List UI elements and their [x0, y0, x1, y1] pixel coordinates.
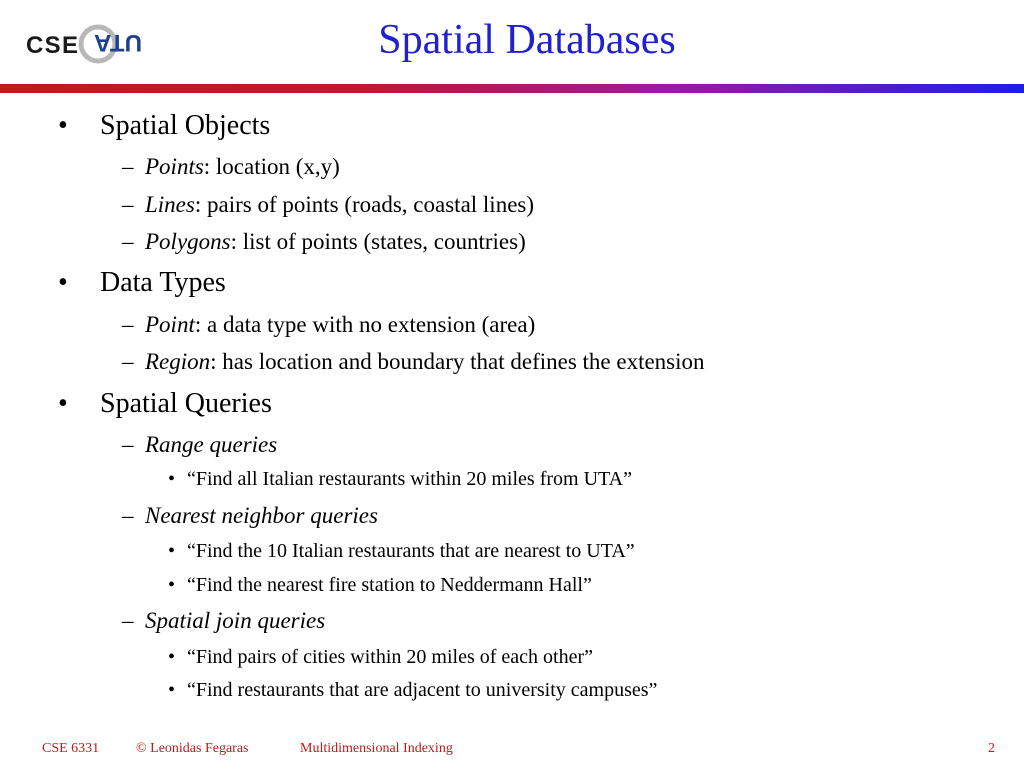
dash-mark: –: [122, 349, 134, 374]
example-text: “Find all Italian restaurants within 20 miles from UTA”: [187, 468, 632, 490]
sub-bullet-text: [145, 349, 705, 375]
dash-mark: –: [122, 432, 134, 457]
sub-bullet-text: [145, 192, 534, 218]
term: Points: [145, 154, 204, 179]
example-text: “Find restaurants that are adjacent to university campuses”: [187, 679, 658, 701]
definition: : location (x,y): [203, 154, 340, 179]
term: Point: [145, 312, 195, 337]
example-text: “Find the 10 Italian restaurants that are nearest to UTA”: [187, 540, 635, 562]
footer-copyright: © Leonidas Fegaras: [136, 741, 249, 756]
bullet-mark: •: [58, 110, 68, 141]
example-text: “Find the nearest fire station to Neddermann Hall”: [187, 574, 592, 596]
definition: : a data type with no extension (area): [194, 312, 536, 337]
footer-course: CSE 6331: [42, 741, 100, 756]
dash-mark: –: [122, 503, 134, 528]
bullet-mark: •: [58, 267, 68, 298]
dash-mark: –: [122, 608, 134, 633]
sub-bullet-text: [145, 229, 526, 255]
example-text: “Find pairs of cities within 20 miles of each other”: [187, 646, 594, 668]
sub-bullet-text: Spatial join queries: [145, 608, 326, 633]
bullet-mark: •: [168, 468, 176, 490]
slide-title: Spatial Databases: [378, 17, 676, 63]
logo-text-left: CSE: [26, 32, 78, 59]
term: Polygons: [145, 229, 231, 254]
footer-topic: Multidimensional Indexing: [300, 741, 453, 756]
logo-text-right: UTA: [94, 29, 142, 56]
bullet-mark: •: [168, 574, 176, 596]
definition: : list of points (states, countries): [230, 229, 526, 254]
sub-bullet-text: Nearest neighbor queries: [145, 503, 378, 528]
bullet-text: Data Types: [100, 267, 226, 298]
dash-mark: –: [122, 312, 134, 337]
title-divider: [0, 84, 1024, 93]
dash-mark: –: [122, 229, 134, 254]
bullet-mark: •: [168, 679, 176, 701]
bullet-text: Spatial Objects: [100, 110, 271, 141]
bullet-mark: •: [168, 646, 176, 668]
bullet-mark: •: [168, 540, 176, 562]
dash-mark: –: [122, 154, 134, 179]
sub-bullet-text: [145, 312, 535, 338]
bullet-text: Spatial Queries: [100, 388, 272, 419]
definition: : has location and boundary that defines the extension: [210, 349, 705, 374]
bullet-mark: •: [58, 388, 68, 419]
definition: : pairs of points (roads, coastal lines): [194, 192, 535, 217]
term: Region: [145, 349, 211, 374]
footer-page-number: 2: [988, 741, 995, 756]
sub-bullet-text: [145, 154, 340, 180]
sub-bullet-text: Range queries: [145, 432, 278, 457]
dash-mark: –: [122, 192, 134, 217]
term: Lines: [145, 192, 195, 217]
